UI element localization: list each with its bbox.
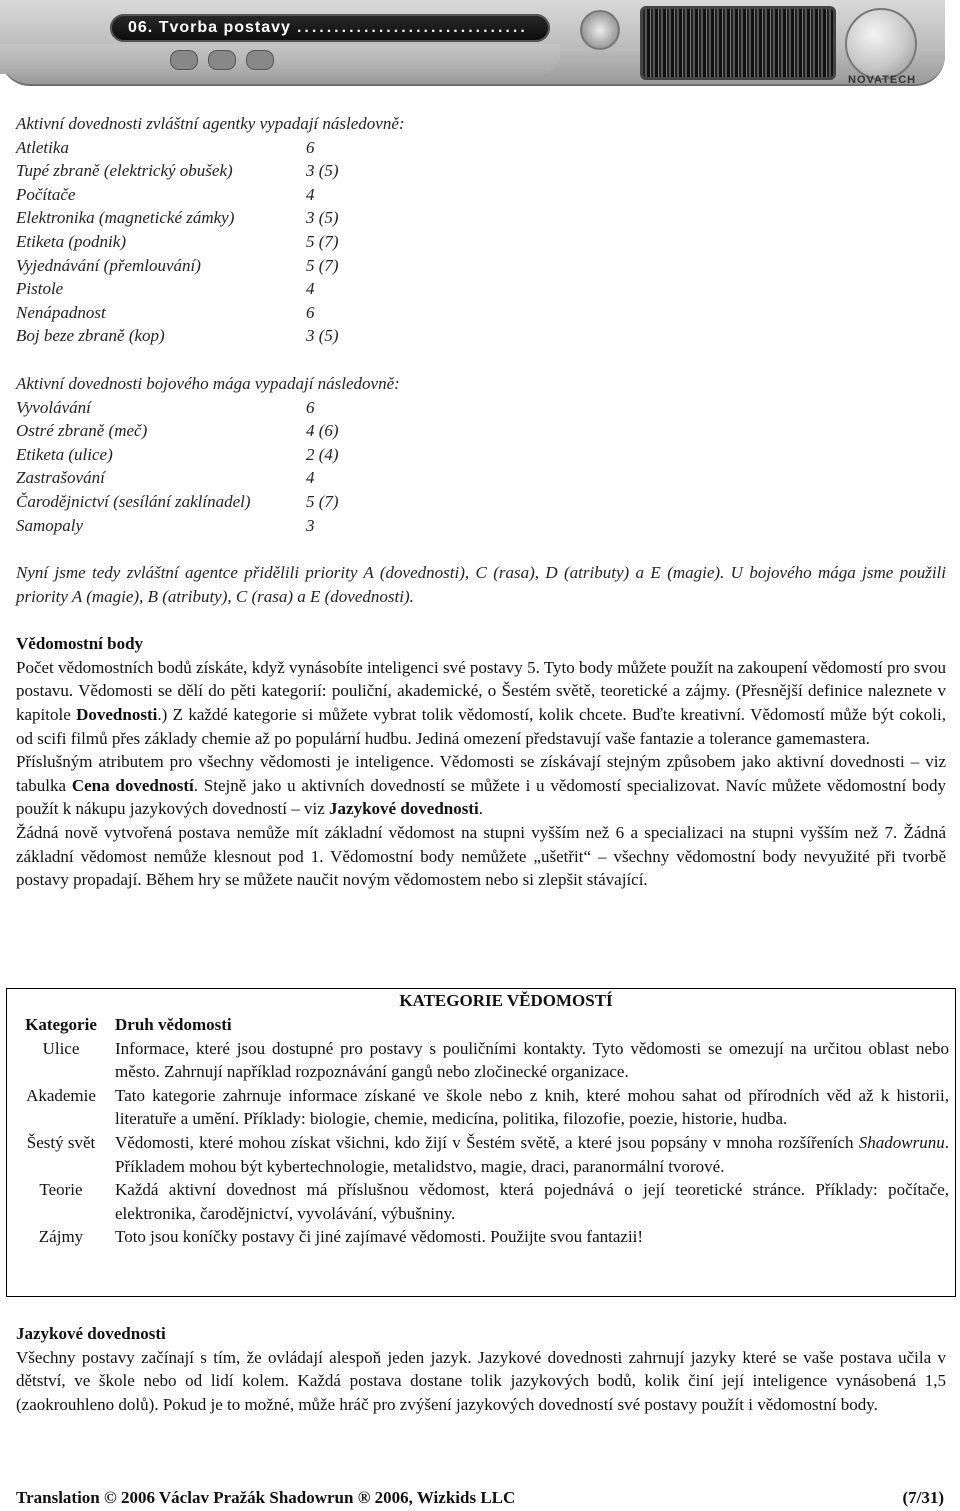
header-button-icon (246, 50, 274, 70)
skill-row (16, 254, 946, 278)
header-buttons (170, 50, 274, 70)
page-header (0, 0, 960, 112)
agent-skills-intro: Aktivní dovednosti zvláštní agentky vypadají následovně: (16, 114, 405, 133)
skill-value: 3 (5) (306, 326, 339, 346)
knowledge-paragraph-3: Žádná nově vytvořená postava nemůže mít základní vědomost na stupni vyšším než 6 a specializaci na stupni vyšším než 7. Žádná základní vědomost nemůže klesnout pod 1. Vědomostní body nemůžete „ušetřit“ – všechny vědomostní body nevyužité při tvorbě postavy propadají. Během hry se můžete naučit novým vědomostem nebo si zlepšit stávající. (16, 823, 946, 890)
skill-row (16, 277, 946, 301)
skill-row (16, 419, 946, 443)
skill-row (16, 514, 946, 538)
row-category: Šestý svět (26, 1132, 96, 1152)
skill-value: 6 (306, 137, 315, 157)
table-row (7, 1131, 955, 1178)
mage-skills-intro: Aktivní dovednosti bojového mága vypadají následovně: (16, 373, 400, 393)
language-heading: Jazykové dovednosti (16, 1324, 166, 1343)
language-paragraph: Všechny postavy začínají s tím, že ovládají alespoň jeden jazyk. Jazykové dovednosti zahrnují jazyky které se vaše postava učila v dětství, ve škole nebo od lidí kolem. Každá postava dostane tolik jazykových bodů, kolik činí její inteligence vynásobená 1,5 (zaokrouhleno dolů). Pokud je to možné, může hráč pro zvýšení jazykových dovedností své postavy použít i vědomostní body. (16, 1347, 946, 1414)
header-button-icon (170, 50, 198, 70)
skill-value: 4 (306, 184, 315, 204)
skill-value: 5 (7) (306, 255, 339, 275)
header-button-icon (208, 50, 236, 70)
skill-name: Pistole (16, 279, 64, 299)
skill-row (16, 301, 946, 325)
row-category: Zájmy (38, 1227, 84, 1247)
skill-name: Boj beze zbraně (kop) (16, 326, 165, 346)
knowledge-heading: Vědomostní body (16, 634, 144, 654)
skill-row (16, 324, 946, 348)
skill-name: Vyvolávání (16, 397, 91, 417)
skill-row (16, 136, 946, 160)
knowledge-categories-table (6, 988, 956, 1297)
page-footer (16, 1486, 944, 1510)
table-header-row (7, 1013, 955, 1037)
table-row (7, 1178, 955, 1225)
ref-jazykove-dovednosti: Jazykové dovednosti (329, 799, 479, 819)
skill-value: 3 (5) (306, 208, 339, 228)
table-row (7, 1084, 955, 1131)
knob-icon (845, 8, 917, 80)
row-description: Každá aktivní dovednost má příslušnou vědomost, která pojednává o její teoretické stránce. Příklady: počítače, elektronika, čarodějnictví, vyvolávání, výbušniny. (115, 1180, 949, 1223)
table-row (7, 1225, 955, 1249)
agent-skill-list (16, 136, 946, 348)
page-number: (7/31) (902, 1488, 944, 1507)
table-row (7, 1037, 955, 1084)
chapter-title: 06. Tvorba postavy (128, 19, 291, 36)
skill-value: 5 (7) (306, 491, 339, 511)
agent-skills-block (16, 112, 946, 348)
skill-value: 5 (7) (306, 231, 339, 251)
skill-name: Čarodějnictví (sesílání zaklínadel) (16, 491, 251, 511)
skill-name: Tupé zbraně (elektrický obušek) (16, 161, 233, 181)
skill-value: 6 (306, 302, 315, 322)
skill-row (16, 490, 946, 514)
row-category: Akademie (26, 1085, 96, 1105)
skill-name: Ostré zbraně (meč) (16, 421, 148, 441)
priorities-note: Nyní jsme tedy zvláštní agentce přidělili priority A (dovednosti), C (rasa), D (atributy) a E (magie). U bojového mága jsme použili priority A (magie), B (atributy), C (rasa) a E (dovednosti). (16, 563, 946, 606)
row-category: Teorie (39, 1180, 83, 1200)
table-header-category: Kategorie (25, 1015, 97, 1034)
skill-name: Atletika (16, 137, 69, 157)
title-dots: ............................... (296, 19, 528, 36)
table-header-kind: Druh vědomosti (115, 1015, 232, 1034)
skill-value: 6 (306, 397, 315, 417)
skill-name: Vyjednávání (přemlouvání) (16, 255, 201, 275)
header-screen-image (640, 6, 836, 80)
ref-dovednosti: Dovednosti (76, 705, 158, 725)
brand-logo: NOVATECH (848, 74, 917, 86)
skill-name: Elektronika (magnetické zámky) (16, 208, 235, 228)
language-section (16, 1322, 946, 1416)
row-description: Vědomosti, které mohou získat všichni, kdo žijí v Šestém světě, a které jsou popsány v mnoha rozšířeních Shadowrunu. Příkladem mohou být kybertechnologie, metalidstvo, magie, draci, paranormální tvorové. (115, 1132, 949, 1176)
shadowrun-title: Shadowrunu (858, 1132, 945, 1152)
skill-name: Zastrašování (16, 468, 105, 488)
speaker-icon (580, 10, 620, 50)
skill-row (16, 396, 946, 420)
skill-value: 2 (4) (306, 444, 339, 464)
skill-value: 3 (306, 515, 315, 535)
footer-credit: Translation © 2006 Václav Pražák Shadowrun ® 2006, Wizkids LLC (16, 1488, 516, 1507)
skill-value: 4 (306, 468, 315, 488)
skill-row (16, 159, 946, 183)
mage-skill-list (16, 396, 946, 538)
table-title: KATEGORIE VĚDOMOSTÍ (399, 991, 613, 1010)
skill-row (16, 183, 946, 207)
row-description: Informace, které jsou dostupné pro postavy s pouličními kontakty. Tyto vědomosti se omezují na určitou oblast nebo město. Zahrnují například rozpoznávání gangů nebo zločinecké organizace. (115, 1038, 949, 1082)
skill-name: Počítače (16, 184, 76, 204)
ref-cena-dovednosti: Cena dovedností (71, 775, 194, 795)
skill-row (16, 230, 946, 254)
row-description: Tato kategorie zahrnuje informace získané ve škole nebo z knih, které mohou sahat od přírodních věd až k historii, literatuře a umění. Příklady: biologie, chemie, medicína, politika, filozofie, poezie, historie, hudba. (115, 1085, 949, 1129)
skill-name: Etiketa (podnik) (16, 231, 126, 251)
header-panel (0, 44, 560, 74)
skill-name: Etiketa (ulice) (16, 444, 113, 464)
row-category: Ulice (42, 1038, 80, 1058)
mage-skills-block (16, 372, 946, 537)
skill-value: 4 (6) (306, 421, 339, 441)
skill-row (16, 443, 946, 467)
skill-name: Samopaly (16, 515, 84, 535)
main-content (16, 112, 946, 892)
chapter-title-bar (110, 14, 550, 42)
knowledge-paragraph-2: Příslušným atributem pro všechny vědomosti je inteligence. Vědomosti se získávají stejným způsobem jako aktivní dovednosti – viz tabulka Cena dovedností. Stejně jako u aktivních dovedností se můžete i u vědomostí specializovat. Navíc můžete vědomostní body použít k nákupu jazykových dovedností – viz Jazykové dovednosti. (16, 752, 946, 819)
skill-value: 4 (306, 279, 315, 299)
skill-row (16, 466, 946, 490)
skill-value: 3 (5) (306, 161, 339, 181)
skill-name: Nenápadnost (16, 302, 106, 322)
row-description: Toto jsou koníčky postavy či jiné zajímavé vědomosti. Použijte svou fantazii! (115, 1227, 644, 1247)
knowledge-paragraph-1: Počet vědomostních bodů získáte, když vynásobíte inteligenci své postavy 5. Tyto body můžete použít na zakoupení vědomostí pro svou postavu. Vědomosti se dělí do pěti kategorií: pouliční, akademické, o Šestém světě, teoretické a zájmy. (Přesnější definice naleznete v kapitole Dovednosti.) Z každé kategorie si můžete vybrat tolik vědomostí, kolik chcete. Buďte kreativní. Vědomostí může být cokoli, od scifi filmů přes základy chemie až po populární hudbu. Jediná omezení představují vaše fantazie a tolerance gamemastera. (16, 657, 946, 748)
skill-row (16, 206, 946, 230)
